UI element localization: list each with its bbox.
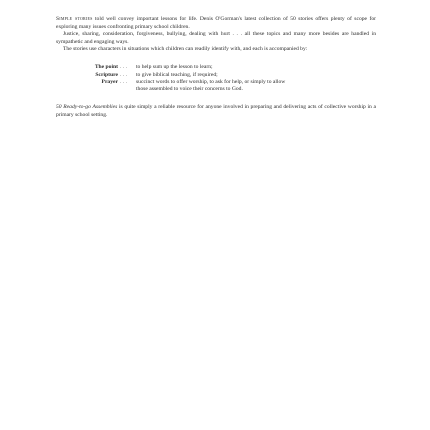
feature-term: Prayer: [101, 79, 118, 86]
feature-description: to give biblical teaching, if required;: [136, 71, 218, 78]
feature-description: succinct words to offer worship, to ask for help, or simply to allow those assembled to voice their concerns to God.: [136, 79, 286, 92]
feature-description: to help sum up the lesson to learn;: [136, 63, 213, 70]
book-title: 50 Ready-to-go Assemblies: [56, 104, 118, 111]
intro-lead: Simple stories: [56, 16, 93, 22]
back-cover-text: [56, 16, 376, 120]
feature-item-scripture: [56, 72, 376, 79]
intro-rest: told well convey important lessons for life. Denis O'Gorman's latest collection of 50 stories offers plenty of scope for exploring many issues confronting primary school children.: [56, 16, 376, 30]
themes-paragraph: Justice, sharing, consideration, forgiveness, bullying, dealing with hurt . . . all these topics and many more besides are handled in sympathetic and engaging ways.: [56, 31, 376, 45]
closing-paragraph: [56, 104, 376, 119]
feature-dots: . . .: [120, 63, 127, 70]
feature-list: [56, 64, 376, 92]
feature-item-prayer: [56, 79, 376, 92]
characters-paragraph: The stories use characters in situations which children can readily identify with, and each is accompanied by:: [63, 46, 308, 53]
feature-term: The point: [94, 63, 118, 70]
feature-dots: . . .: [120, 79, 127, 86]
closing-rest: is quite simply a reliable resource for anyone involved in preparing and delivering acts of collective worship in a primary school setting.: [56, 104, 376, 118]
intro-paragraph: [56, 16, 376, 31]
feature-dots: . . .: [120, 71, 127, 78]
feature-term: Scripture: [95, 71, 118, 78]
feature-item-point: [56, 64, 376, 71]
